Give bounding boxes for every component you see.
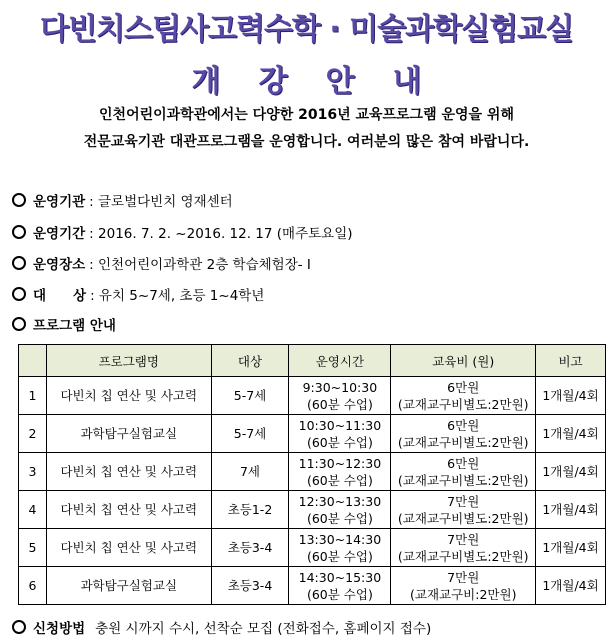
cell-time [289,567,391,605]
cell-name: 다빈치 칩 연산 및 사고력 [46,453,211,491]
cell-target: 초등1-2 [211,491,289,529]
table-row [19,453,606,491]
cell-time [289,377,391,415]
circle-bullet-icon [12,620,26,634]
header-target: 대상 [211,345,289,377]
intro-line-2: 전문교육기관 대관프로그램을 운영합니다. 여러분의 많은 참여 바랍니다. [83,134,530,150]
time-note: (60분 수업) [306,548,373,564]
info-organizer [12,190,233,210]
info-label: 프로그램 안내 [33,318,116,334]
circle-bullet-icon [12,317,26,331]
cell-fee [391,453,536,491]
cell-time [289,529,391,567]
table-row [19,377,606,415]
cell-note: 1개월/4회 [536,529,606,567]
table-header-row [19,345,606,377]
fee-amount: 7만원 [447,569,480,585]
cell-target: 초등3-4 [211,529,289,567]
header-no [19,345,47,377]
fee-note: (교재교구비별도:2만원) [397,510,529,526]
cell-time [289,491,391,529]
info-location [12,253,311,273]
info-value: : 2016. 7. 2. ~2016. 12. 17 (매주토요일) [89,226,353,242]
info-label: 운영기간 [33,226,86,242]
info-period [12,222,353,242]
info-label: 운영장소 [33,257,86,273]
fee-amount: 6만원 [447,455,480,471]
page-title: 다빈치스팀사고력수학 · 미술과학실험교실 [40,12,573,47]
time-range: 14:30~15:30 [298,569,382,585]
fee-note: (교재교구비별도:2만원) [397,548,529,564]
intro-line-1: 인천어린이과학관에서는 다양한 2016년 교육프로그램 운영을 위해 [99,107,514,123]
fee-amount: 7만원 [447,531,480,547]
cell-no: 2 [19,415,47,453]
time-range: 13:30~14:30 [298,531,382,547]
cell-name: 다빈치 칩 연산 및 사고력 [46,491,211,529]
cell-no: 1 [19,377,47,415]
header-note: 비고 [536,345,606,377]
time-note: (60분 수업) [306,510,373,526]
cell-fee [391,491,536,529]
info-program-guide [12,314,120,334]
circle-bullet-icon [12,225,26,239]
header-time: 운영시간 [289,345,391,377]
cell-note: 1개월/4회 [536,453,606,491]
cell-target: 7세 [211,453,289,491]
cell-no: 3 [19,453,47,491]
info-value: : 글로벌다빈치 영재센터 [89,194,233,210]
cell-note: 1개월/4회 [536,491,606,529]
cell-note: 1개월/4회 [536,377,606,415]
fee-amount: 6만원 [447,379,480,395]
fee-amount: 7만원 [447,493,480,509]
fee-note: (교재교구비별도:2만원) [397,434,529,450]
cell-fee [391,529,536,567]
info-value: 충원 시까지 수시, 선착순 모집 (전화접수, 홈페이지 접수) [95,621,432,637]
cell-target: 5-7세 [211,415,289,453]
cell-note: 1개월/4회 [536,567,606,605]
time-note: (60분 수업) [306,586,373,602]
cell-fee [391,377,536,415]
time-note: (60분 수업) [306,434,373,450]
info-application [12,617,431,637]
table-row [19,491,606,529]
table-row [19,415,606,453]
page-subtitle: 개강안내 [191,64,460,99]
time-range: 9:30~10:30 [302,379,378,395]
cell-fee [391,567,536,605]
info-label: 대 상 [33,288,87,304]
time-range: 11:30~12:30 [298,455,382,471]
cell-target: 5-7세 [211,377,289,415]
cell-note: 1개월/4회 [536,415,606,453]
cell-name: 과학탐구실험교실 [46,415,211,453]
info-value: : 유치 5~7세, 초등 1~4학년 [90,288,265,304]
cell-target: 초등3-4 [211,567,289,605]
cell-time [289,453,391,491]
info-target [12,284,264,304]
table-row [19,529,606,567]
fee-amount: 6만원 [447,417,480,433]
circle-bullet-icon [12,193,26,207]
cell-name: 다빈치 칩 연산 및 사고력 [46,529,211,567]
circle-bullet-icon [12,287,26,301]
program-table [18,344,606,605]
cell-fee [391,415,536,453]
cell-name: 다빈치 칩 연산 및 사고력 [46,377,211,415]
cell-no: 4 [19,491,47,529]
header-program-name: 프로그램명 [46,345,211,377]
fee-note: (교재교구비별도:2만원) [397,472,529,488]
circle-bullet-icon [12,256,26,270]
cell-no: 5 [19,529,47,567]
header-fee: 교육비 (원) [391,345,536,377]
time-note: (60분 수업) [306,472,373,488]
table-row [19,567,606,605]
time-range: 10:30~11:30 [298,417,382,433]
time-note: (60분 수업) [306,396,373,412]
cell-name: 과학탐구실험교실 [46,567,211,605]
info-label: 신청방법 [33,621,86,637]
info-value: : 인천어린이과학관 2층 학습체험장- I [89,257,311,273]
time-range: 12:30~13:30 [298,493,382,509]
cell-no: 6 [19,567,47,605]
fee-note: (교재교구비별도:2만원) [397,396,529,412]
fee-note: (교재교구비:2만원) [410,586,517,602]
info-label: 운영기관 [33,194,86,210]
cell-time [289,415,391,453]
